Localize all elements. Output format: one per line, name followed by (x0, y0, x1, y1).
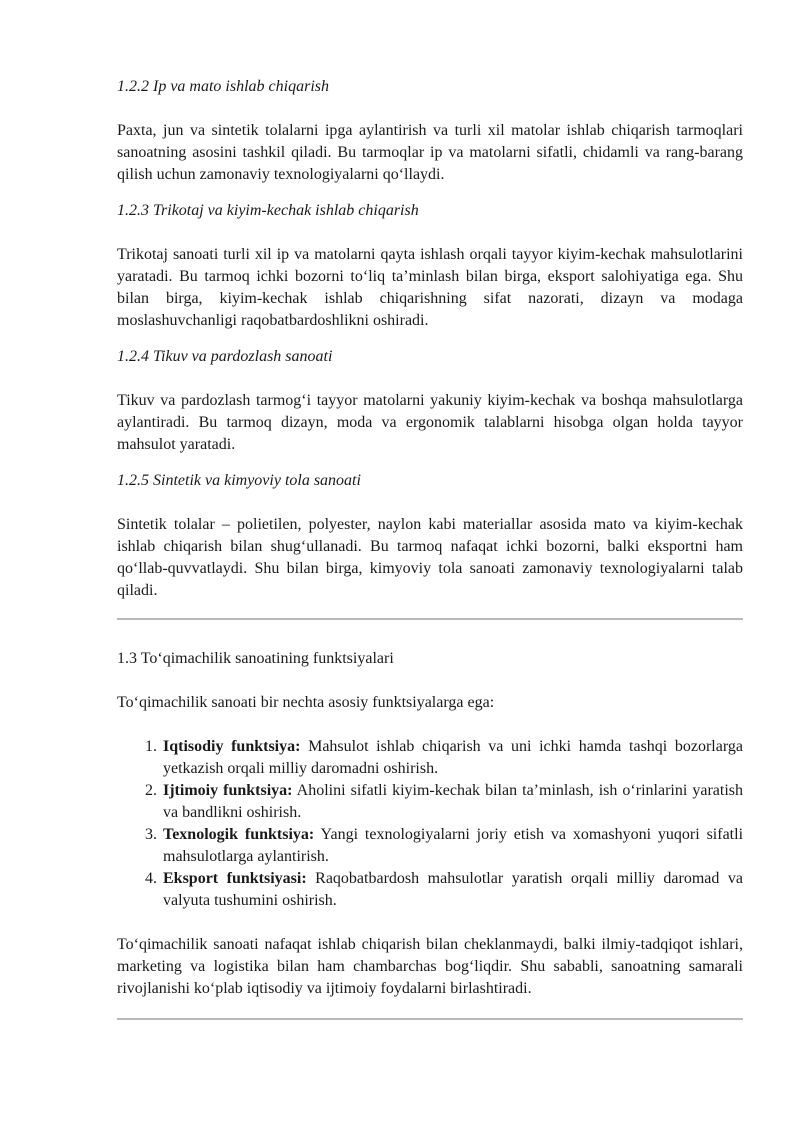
section-paragraph-1-2-2: Paxta, jun va sintetik tolalarni ipga aylantirish va turli xil matolar ishlab chiqarish tarmoqlari sanoatning asosini tashkil qiladi. Bu tarmoqlar ip va matolarni sifatli, chidamli va rang-barang qilish uchun zamonaviy texnologiyalarni qo‘llaydi. (117, 122, 743, 183)
section-paragraph-1-2-3: Trikotaj sanoati turli xil ip va matolarni qayta ishlash orqali tayyor kiyim-kechak mahsulotlarini yaratadi. Bu tarmoq ichki bozorni to‘liq ta’minlash bilan birga, eksport salohiyatiga ega. Shu bilan birga, kiyim-kechak ishlab chiqarishning sifat nazorati, dizayn va modaga moslashuvchanligi raqobatbardoshlikni oshiradi. (117, 246, 743, 329)
list-item-text: Yangi texnologiyalarni joriy etish va xomashyoni yuqori sifatli mahsulotlarga aylantirish. (163, 826, 744, 865)
functions-intro: To‘qimachilik sanoati bir nechta asosiy funktsiyalarga ega: (117, 694, 495, 711)
list-item-text: Mahsulot ishlab chiqarish va uni ichki hamda tashqi bozorlarga yetkazish orqali milliy daromadni oshirish. (163, 738, 743, 777)
list-number: 1. (145, 738, 157, 755)
list-item-title: Ijtimoiy funktsiya: (163, 782, 293, 799)
functions-conclusion: To‘qimachilik sanoati nafaqat ishlab chiqarish bilan cheklanmaydi, balki ilmiy-tadqiqot ishlari, marketing va logistika bilan ham chambarchas bog‘liqdir. Shu sababli, sanoatning samarali rivojlanishi ko‘plab iqtisodiy va ijtimoiy foydalarni birlashtiradi. (117, 936, 743, 997)
section-paragraph-1-2-4: Tikuv va pardozlash tarmog‘i tayyor matolarni yakuniy kiyim-kechak va boshqa mahsulotlarga aylantiradi. Bu tarmoq dizayn, moda va ergonomik talablarni hisobga olgan holda tayyor mahsulot yaratadi. (117, 392, 743, 453)
section-heading-1-2-2: 1.2.2 Ip va mato ishlab chiqarish (117, 78, 329, 95)
functions-list (117, 736, 743, 912)
list-item-title: Eksport funktsiyasi: (163, 870, 307, 887)
list-item-text: Aholini sifatli kiyim-kechak bilan ta’minlash, ish o‘rinlarini yaratish va bandlikni oshirish. (163, 782, 743, 821)
section-heading-1-2-3: 1.2.3 Trikotaj va kiyim-kechak ishlab chiqarish (117, 202, 419, 219)
list-item (117, 780, 743, 824)
list-item (117, 868, 743, 912)
list-number: 2. (145, 782, 157, 799)
horizontal-divider (117, 1018, 743, 1020)
section-paragraph-1-2-5: Sintetik tolalar – polietilen, polyester, naylon kabi materiallar asosida mato va kiyim-kechak ishlab chiqarish bilan shug‘ullanadi. Bu tarmoq nafaqat ichki bozorni, balki eksportni ham qo‘llab-quvvatlaydi. Shu bilan birga, kimyoviy tola sanoati zamonaviy texnologiyalarni talab qiladi. (117, 516, 743, 599)
functions-heading: 1.3 To‘qimachilik sanoatining funktsiyalari (117, 650, 394, 667)
document-page (117, 76, 743, 1020)
list-item (117, 736, 743, 780)
list-item-title: Iqtisodiy funktsiya: (163, 738, 301, 755)
list-number: 4. (145, 870, 157, 887)
list-item (117, 824, 743, 868)
list-number: 3. (145, 826, 157, 843)
section-heading-1-2-4: 1.2.4 Tikuv va pardozlash sanoati (117, 348, 333, 365)
section-heading-1-2-5: 1.2.5 Sintetik va kimyoviy tola sanoati (117, 472, 361, 489)
list-item-text: Raqobatbardosh mahsulotlar yaratish orqali milliy daromad va valyuta tushumini oshirish. (163, 870, 743, 909)
list-item-title: Texnologik funktsiya: (163, 826, 315, 843)
